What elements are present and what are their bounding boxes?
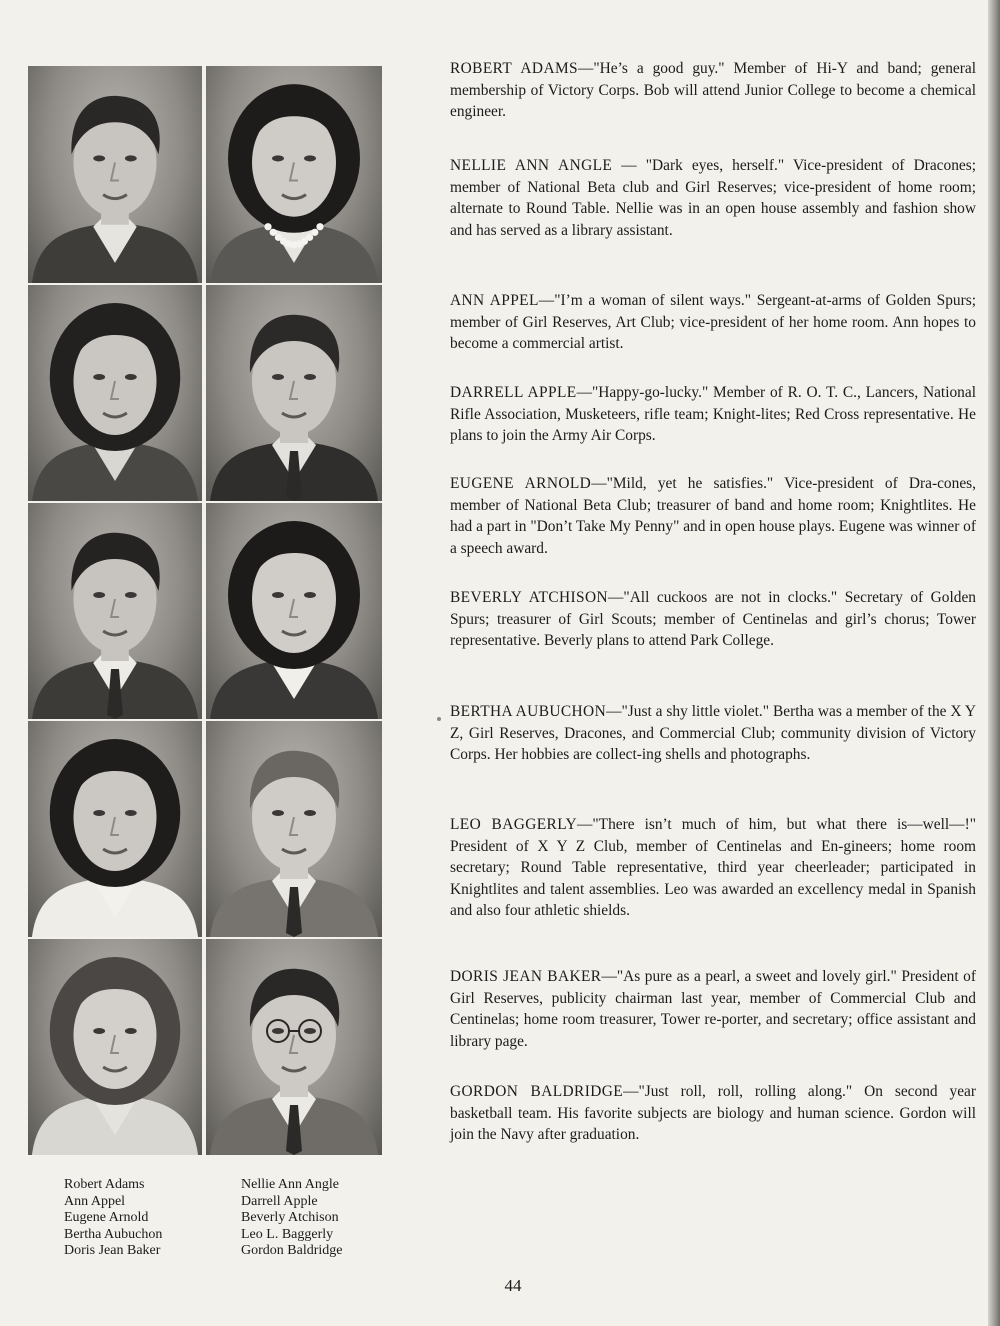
entry-bertha-aubuchon bbox=[450, 701, 976, 766]
portrait-robert-adams bbox=[28, 66, 202, 283]
portrait-eye-left bbox=[272, 155, 284, 161]
portrait-eye-left bbox=[272, 1028, 284, 1034]
portrait-drawing bbox=[206, 721, 382, 937]
portrait-drawing bbox=[28, 503, 202, 719]
portrait-eye-right bbox=[304, 1028, 316, 1034]
portrait-darrell-apple bbox=[206, 285, 382, 501]
portrait-pearl bbox=[270, 229, 277, 236]
entry-text: — "Dark eyes, herself." Vice-president of Dracones; member of National Beta club and Girl Reserves; vice-president of home room; alternate to Round Table. Nellie was in an open house assembly and fashion show and has served as a library assistant. bbox=[450, 157, 977, 239]
caption-name: Eugene Arnold bbox=[64, 1210, 149, 1226]
portrait-eye-left bbox=[272, 374, 284, 380]
portrait-drawing bbox=[206, 285, 382, 501]
entry-name: DARRELL APPLE bbox=[450, 384, 577, 401]
caption-column-right bbox=[241, 1177, 391, 1260]
entry-robert-adams bbox=[450, 58, 976, 123]
portrait-drawing bbox=[206, 939, 382, 1155]
entry-text: —"All cuckoos are not in clocks." Secretary of Golden Spurs; treasurer of Girl Scouts; member of Centinelas and girl’s chorus; Tower representative. Beverly plans to attend Park College. bbox=[450, 589, 976, 650]
caption-name: Gordon Baldridge bbox=[241, 1243, 343, 1259]
caption-name: Leo L. Baggerly bbox=[241, 1226, 334, 1242]
entry-name: EUGENE ARNOLD bbox=[450, 475, 592, 492]
portrait-eye-left bbox=[272, 592, 284, 598]
entry-text: —"Just roll, roll, rolling along." On second year basketball team. His favorite subjects are biology and human science. Gordon will join the Navy after graduation. bbox=[450, 1083, 976, 1144]
caption-column-left bbox=[64, 1177, 241, 1260]
entry-doris-jean-baker bbox=[450, 966, 976, 1052]
entry-eugene-arnold bbox=[450, 473, 976, 559]
entry-name: GORDON BALDRIDGE bbox=[450, 1083, 624, 1100]
portrait-eye-left bbox=[93, 592, 105, 598]
portrait-drawing bbox=[206, 503, 382, 719]
portrait-eye-right bbox=[125, 155, 137, 161]
portrait-leo-baggerly bbox=[206, 721, 382, 937]
caption-name: Doris Jean Baker bbox=[64, 1243, 161, 1259]
caption-name: Bertha Aubuchon bbox=[64, 1226, 163, 1242]
portrait-drawing bbox=[28, 66, 202, 283]
portrait-eye-left bbox=[93, 155, 105, 161]
portrait-eye-left bbox=[93, 1028, 105, 1034]
portrait-eye-right bbox=[304, 374, 316, 380]
entry-name: BEVERLY ATCHISON bbox=[450, 589, 609, 606]
entry-text: —"Just a shy little violet." Bertha was a member of the X Y Z, Girl Reserves, Dracones, and Commercial Club; community division of Victory Corps. Her hobbies are collect-ing shells and photographs. bbox=[450, 703, 976, 764]
portrait-eye-left bbox=[93, 374, 105, 380]
photo-captions bbox=[64, 1177, 394, 1260]
portrait-eye-right bbox=[304, 592, 316, 598]
entry-text: —"Happy-go-lucky." Member of R. O. T. C., Lancers, National Rifle Association, Musketeers, rifle team; Knight-lites; Red Cross representative. He plans to join the Army Air Corps. bbox=[450, 384, 976, 445]
caption-name: Nellie Ann Angle bbox=[241, 1177, 339, 1192]
portrait-drawing bbox=[28, 285, 202, 501]
entry-text: —"As pure as a pearl, a sweet and lovely girl." President of Girl Reserves, publicity chairman last year, member of Commercial Club and Centinelas; home room treasurer, Tower re-porter, and secretary; office assistant and library page. bbox=[450, 968, 976, 1050]
entry-text: —"I’m a woman of silent ways." Sergeant-at-arms of Golden Spurs; member of Girl Reserves, Art Club; vice-president of her home room. Ann hopes to become a commercial artist. bbox=[450, 292, 976, 353]
entry-name: DORIS JEAN BAKER bbox=[450, 968, 602, 985]
print-speck bbox=[437, 717, 441, 721]
entry-text: —"There isn’t much of him, but what there is—well—!" President of X Y Z Club, member of Centinelas and En-gineers; home room secretary; Round Table representative, third year cheerleader; participated in Knightlites and talent assemblies. Leo was awarded an excellency medal in Spanish and also four athletic shields. bbox=[450, 816, 976, 920]
entry-name: BERTHA AUBUCHON bbox=[450, 703, 607, 720]
portrait-eye-right bbox=[125, 374, 137, 380]
entry-ann-appel bbox=[450, 290, 976, 355]
portrait-ann-appel bbox=[28, 285, 202, 501]
entry-name: ROBERT ADAMS bbox=[450, 60, 578, 77]
portrait-drawing bbox=[28, 939, 202, 1155]
portrait-eye-right bbox=[125, 810, 137, 816]
entry-gordon-baldridge bbox=[450, 1081, 976, 1146]
portrait-pearl bbox=[311, 229, 318, 236]
portrait-doris-jean-baker bbox=[28, 939, 202, 1155]
portrait-pearl bbox=[316, 223, 323, 230]
portrait-eye-right bbox=[304, 810, 316, 816]
entry-text: —"He’s a good guy." Member of Hi-Y and band; general membership of Victory Corps. Bob will attend Junior College to become a chemical engineer. bbox=[450, 60, 976, 121]
portrait-drawing bbox=[206, 66, 382, 283]
portrait-pearl bbox=[264, 223, 271, 230]
portrait-eye-right bbox=[304, 155, 316, 161]
portrait-drawing bbox=[28, 721, 202, 937]
portrait-beverly-atchison bbox=[206, 503, 382, 719]
portrait-eye-left bbox=[272, 810, 284, 816]
page-edge-shadow bbox=[988, 0, 1000, 1326]
page-number: 44 bbox=[504, 1276, 522, 1295]
portrait-nellie-ann-angle bbox=[206, 66, 382, 283]
caption-name: Darrell Apple bbox=[241, 1193, 318, 1209]
caption-name: Ann Appel bbox=[64, 1193, 126, 1209]
caption-name: Robert Adams bbox=[64, 1177, 145, 1192]
portrait-eye-right bbox=[125, 592, 137, 598]
portrait-pearl bbox=[306, 234, 313, 241]
portrait-eugene-arnold bbox=[28, 503, 202, 719]
entry-name: NELLIE ANN ANGLE bbox=[450, 157, 613, 174]
portrait-eye-left bbox=[93, 810, 105, 816]
entry-beverly-atchison bbox=[450, 587, 976, 652]
portrait-grid bbox=[28, 66, 382, 1155]
entry-nellie-ann-angle bbox=[450, 155, 976, 241]
entry-leo-baggerly bbox=[450, 814, 976, 922]
entry-name: LEO BAGGERLY bbox=[450, 816, 577, 833]
entry-name: ANN APPEL bbox=[450, 292, 539, 309]
portrait-bertha-aubuchon bbox=[28, 721, 202, 937]
portrait-gordon-baldridge bbox=[206, 939, 382, 1155]
caption-name: Beverly Atchison bbox=[241, 1210, 339, 1226]
portrait-eye-right bbox=[125, 1028, 137, 1034]
entry-text: —"Mild, yet he satisfies." Vice-president of Dra-cones, member of National Beta Club; treasurer of band and home room; Knightlites. He had a part in "Don’t Take My Penny" and in open house plays. Eugene was winner of a speech award. bbox=[450, 475, 976, 557]
entry-darrell-apple bbox=[450, 382, 976, 447]
